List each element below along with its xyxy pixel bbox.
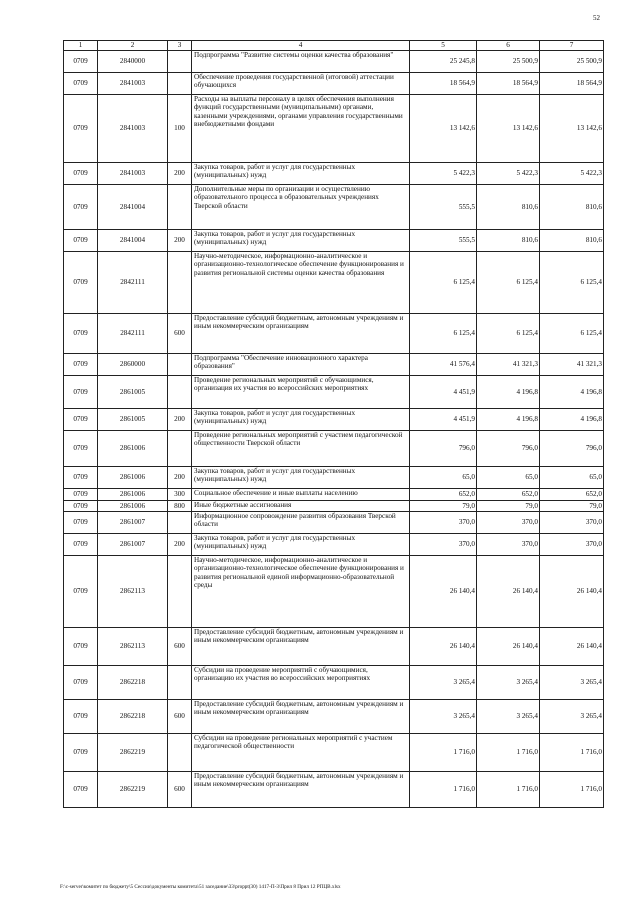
expense-type-cell xyxy=(168,354,192,376)
expense-type-cell: 600 xyxy=(168,628,192,666)
amount-cell: 41 321,3 xyxy=(540,354,604,376)
table-row xyxy=(64,734,604,772)
expense-type-cell: 200 xyxy=(168,230,192,252)
description-cell: Закупка товаров, работ и услуг для государственных (муниципальных) нужд xyxy=(192,534,410,556)
amount-cell: 810,6 xyxy=(477,230,540,252)
description-cell: Научно-методическое, информационно-аналитическое и организационно-технологическое обеспечение функционирования и развития региональной системы оценки качества образования xyxy=(192,252,410,314)
section-code-cell: 0709 xyxy=(64,666,98,700)
section-code-cell: 0709 xyxy=(64,314,98,354)
amount-cell: 6 125,4 xyxy=(477,314,540,354)
section-code-cell: 0709 xyxy=(64,431,98,467)
amount-cell: 810,6 xyxy=(540,230,604,252)
section-code-cell: 0709 xyxy=(64,700,98,734)
table-row xyxy=(64,51,604,73)
amount-cell: 3 265,4 xyxy=(540,666,604,700)
expense-type-cell xyxy=(168,512,192,534)
amount-cell: 18 564,9 xyxy=(477,73,540,95)
amount-cell: 1 716,0 xyxy=(410,734,477,772)
amount-cell: 26 140,4 xyxy=(477,628,540,666)
expense-type-cell: 200 xyxy=(168,467,192,489)
amount-cell: 652,0 xyxy=(410,489,477,501)
header-cell: 2 xyxy=(98,41,168,51)
section-code-cell: 0709 xyxy=(64,230,98,252)
table-body xyxy=(64,51,604,808)
header-cell: 1 xyxy=(64,41,98,51)
table-row xyxy=(64,409,604,431)
expense-type-cell xyxy=(168,73,192,95)
description-cell: Расходы на выплаты персоналу в целях обеспечения выполнения функций государственными (муниципальными) органами, казенными учреждениями, органами управления государственными внебюджетными фондами xyxy=(192,95,410,163)
table-row xyxy=(64,467,604,489)
table-row xyxy=(64,95,604,163)
section-code-cell: 0709 xyxy=(64,734,98,772)
amount-cell: 79,0 xyxy=(410,501,477,512)
expense-type-cell: 200 xyxy=(168,409,192,431)
expense-type-cell: 200 xyxy=(168,163,192,185)
description-cell: Подпрограмма "Развитие системы оценки качества образования" xyxy=(192,51,410,73)
expense-type-cell: 200 xyxy=(168,534,192,556)
amount-cell: 6 125,4 xyxy=(410,252,477,314)
target-code-cell: 2862113 xyxy=(98,556,168,628)
amount-cell: 810,6 xyxy=(540,185,604,230)
expense-type-cell xyxy=(168,252,192,314)
amount-cell: 79,0 xyxy=(540,501,604,512)
section-code-cell: 0709 xyxy=(64,252,98,314)
header-cell: 5 xyxy=(410,41,477,51)
section-code-cell: 0709 xyxy=(64,628,98,666)
amount-cell: 3 265,4 xyxy=(410,700,477,734)
description-cell: Проведение региональных мероприятий с участием педагогической общественности Тверской области xyxy=(192,431,410,467)
header-row xyxy=(64,41,604,51)
amount-cell: 370,0 xyxy=(477,534,540,556)
table-row xyxy=(64,666,604,700)
table-row xyxy=(64,556,604,628)
section-code-cell: 0709 xyxy=(64,534,98,556)
table-row xyxy=(64,772,604,808)
expense-type-cell xyxy=(168,51,192,73)
target-code-cell: 2862218 xyxy=(98,700,168,734)
target-code-cell: 2861005 xyxy=(98,409,168,431)
amount-cell: 796,0 xyxy=(477,431,540,467)
expense-type-cell: 100 xyxy=(168,95,192,163)
section-code-cell: 0709 xyxy=(64,409,98,431)
target-code-cell: 2840000 xyxy=(98,51,168,73)
description-cell: Дополнительные меры по организации и осуществлению образовательного процесса в образовательных учреждениях Тверской области xyxy=(192,185,410,230)
amount-cell: 6 125,4 xyxy=(540,314,604,354)
amount-cell: 6 125,4 xyxy=(410,314,477,354)
amount-cell: 26 140,4 xyxy=(410,628,477,666)
amount-cell: 5 422,3 xyxy=(540,163,604,185)
target-code-cell: 2842111 xyxy=(98,314,168,354)
header-cell: 6 xyxy=(477,41,540,51)
amount-cell: 796,0 xyxy=(540,431,604,467)
amount-cell: 3 265,4 xyxy=(540,700,604,734)
amount-cell: 26 140,4 xyxy=(540,628,604,666)
section-code-cell: 0709 xyxy=(64,467,98,489)
amount-cell: 1 716,0 xyxy=(540,772,604,808)
description-cell: Научно-методическое, информационно-аналитическое и организационно-технологическое обеспечение функционирования и развития региональной единой информационно-образовательной среды xyxy=(192,556,410,628)
amount-cell: 26 140,4 xyxy=(477,556,540,628)
header-cell: 3 xyxy=(168,41,192,51)
description-cell: Предоставление субсидий бюджетным, автономным учреждениям и иным некоммерческим организациям xyxy=(192,700,410,734)
amount-cell: 65,0 xyxy=(477,467,540,489)
expense-type-cell xyxy=(168,666,192,700)
target-code-cell: 2862113 xyxy=(98,628,168,666)
amount-cell: 26 140,4 xyxy=(410,556,477,628)
table-row xyxy=(64,354,604,376)
table-row xyxy=(64,628,604,666)
expense-type-cell xyxy=(168,431,192,467)
target-code-cell: 2860000 xyxy=(98,354,168,376)
target-code-cell: 2862218 xyxy=(98,666,168,700)
table-row xyxy=(64,501,604,512)
amount-cell: 4 451,9 xyxy=(410,376,477,409)
header-cell: 7 xyxy=(540,41,604,51)
table-row xyxy=(64,700,604,734)
amount-cell: 4 196,8 xyxy=(540,376,604,409)
amount-cell: 25 500,9 xyxy=(477,51,540,73)
table-row xyxy=(64,230,604,252)
amount-cell: 13 142,6 xyxy=(410,95,477,163)
budget-table xyxy=(63,40,604,808)
target-code-cell: 2841003 xyxy=(98,73,168,95)
amount-cell: 810,6 xyxy=(477,185,540,230)
description-cell: Предоставление субсидий бюджетным, автономным учреждениям и иным некоммерческим организациям xyxy=(192,772,410,808)
target-code-cell: 2861006 xyxy=(98,431,168,467)
amount-cell: 5 422,3 xyxy=(410,163,477,185)
header-cell: 4 xyxy=(192,41,410,51)
description-cell: Обеспечение проведения государственной (итоговой) аттестации обучающихся xyxy=(192,73,410,95)
table-row xyxy=(64,431,604,467)
section-code-cell: 0709 xyxy=(64,556,98,628)
amount-cell: 65,0 xyxy=(540,467,604,489)
amount-cell: 4 196,8 xyxy=(477,409,540,431)
amount-cell: 6 125,4 xyxy=(477,252,540,314)
amount-cell: 4 451,9 xyxy=(410,409,477,431)
amount-cell: 555,5 xyxy=(410,185,477,230)
expense-type-cell: 300 xyxy=(168,489,192,501)
section-code-cell: 0709 xyxy=(64,501,98,512)
section-code-cell: 0709 xyxy=(64,489,98,501)
section-code-cell: 0709 xyxy=(64,51,98,73)
target-code-cell: 2862219 xyxy=(98,734,168,772)
expense-type-cell: 800 xyxy=(168,501,192,512)
table-row xyxy=(64,534,604,556)
target-code-cell: 2861005 xyxy=(98,376,168,409)
description-cell: Закупка товаров, работ и услуг для государственных (муниципальных) нужд xyxy=(192,163,410,185)
amount-cell: 652,0 xyxy=(540,489,604,501)
amount-cell: 25 245,8 xyxy=(410,51,477,73)
section-code-cell: 0709 xyxy=(64,95,98,163)
page-number: 52 xyxy=(593,14,600,22)
target-code-cell: 2841004 xyxy=(98,185,168,230)
section-code-cell: 0709 xyxy=(64,163,98,185)
amount-cell: 79,0 xyxy=(477,501,540,512)
description-cell: Социальное обеспечение и иные выплаты населению xyxy=(192,489,410,501)
amount-cell: 370,0 xyxy=(477,512,540,534)
table-row xyxy=(64,489,604,501)
target-code-cell: 2841004 xyxy=(98,230,168,252)
description-cell: Субсидии на проведение региональных мероприятий с участием педагогической общественности xyxy=(192,734,410,772)
description-cell: Иные бюджетные ассигнования xyxy=(192,501,410,512)
amount-cell: 370,0 xyxy=(540,534,604,556)
table-row xyxy=(64,73,604,95)
file-path-footer: F:\c-server\комитет по бюджету\5 Сессии\документы комитета\51 заседание\33\proppt(30) 1417-П-3\Прил 8 Прил 12 РПЦВ.xlsx xyxy=(60,884,341,890)
section-code-cell: 0709 xyxy=(64,354,98,376)
amount-cell: 18 564,9 xyxy=(540,73,604,95)
table-row xyxy=(64,314,604,354)
amount-cell: 370,0 xyxy=(540,512,604,534)
section-code-cell: 0709 xyxy=(64,376,98,409)
amount-cell: 5 422,3 xyxy=(477,163,540,185)
amount-cell: 555,5 xyxy=(410,230,477,252)
amount-cell: 4 196,8 xyxy=(540,409,604,431)
expense-type-cell xyxy=(168,376,192,409)
description-cell: Закупка товаров, работ и услуг для государственных (муниципальных) нужд xyxy=(192,467,410,489)
description-cell: Субсидии на проведение мероприятий с обучающимися, организацию их участия во всероссийских мероприятиях xyxy=(192,666,410,700)
expense-type-cell: 600 xyxy=(168,700,192,734)
amount-cell: 3 265,4 xyxy=(477,700,540,734)
target-code-cell: 2842111 xyxy=(98,252,168,314)
target-code-cell: 2841003 xyxy=(98,95,168,163)
amount-cell: 26 140,4 xyxy=(540,556,604,628)
target-code-cell: 2861006 xyxy=(98,467,168,489)
table-row xyxy=(64,376,604,409)
amount-cell: 370,0 xyxy=(410,512,477,534)
amount-cell: 4 196,8 xyxy=(477,376,540,409)
description-cell: Проведение региональных мероприятий с обучающимися, организация их участия во всероссийских мероприятиях xyxy=(192,376,410,409)
target-code-cell: 2841003 xyxy=(98,163,168,185)
amount-cell: 1 716,0 xyxy=(477,734,540,772)
amount-cell: 13 142,6 xyxy=(477,95,540,163)
amount-cell: 25 500,9 xyxy=(540,51,604,73)
amount-cell: 1 716,0 xyxy=(540,734,604,772)
section-code-cell: 0709 xyxy=(64,512,98,534)
table-row xyxy=(64,185,604,230)
expense-type-cell xyxy=(168,556,192,628)
description-cell: Предоставление субсидий бюджетным, автономным учреждениям и иным некоммерческим организациям xyxy=(192,314,410,354)
amount-cell: 3 265,4 xyxy=(477,666,540,700)
description-cell: Закупка товаров, работ и услуг для государственных (муниципальных) нужд xyxy=(192,230,410,252)
amount-cell: 18 564,9 xyxy=(410,73,477,95)
amount-cell: 6 125,4 xyxy=(540,252,604,314)
expense-type-cell: 600 xyxy=(168,772,192,808)
description-cell: Подпрограмма "Обеспечение инновационного характера образования" xyxy=(192,354,410,376)
amount-cell: 3 265,4 xyxy=(410,666,477,700)
amount-cell: 796,0 xyxy=(410,431,477,467)
table-row xyxy=(64,252,604,314)
table-row xyxy=(64,512,604,534)
amount-cell: 13 142,6 xyxy=(540,95,604,163)
target-code-cell: 2861006 xyxy=(98,501,168,512)
section-code-cell: 0709 xyxy=(64,185,98,230)
amount-cell: 41 576,4 xyxy=(410,354,477,376)
description-cell: Закупка товаров, работ и услуг для государственных (муниципальных) нужд xyxy=(192,409,410,431)
expense-type-cell: 600 xyxy=(168,314,192,354)
section-code-cell: 0709 xyxy=(64,772,98,808)
target-code-cell: 2861006 xyxy=(98,489,168,501)
amount-cell: 370,0 xyxy=(410,534,477,556)
description-cell: Предоставление субсидий бюджетным, автономным учреждениям и иным некоммерческим организациям xyxy=(192,628,410,666)
amount-cell: 652,0 xyxy=(477,489,540,501)
table-row xyxy=(64,163,604,185)
target-code-cell: 2861007 xyxy=(98,534,168,556)
amount-cell: 41 321,3 xyxy=(477,354,540,376)
expense-type-cell xyxy=(168,185,192,230)
amount-cell: 1 716,0 xyxy=(410,772,477,808)
amount-cell: 1 716,0 xyxy=(477,772,540,808)
target-code-cell: 2862219 xyxy=(98,772,168,808)
amount-cell: 65,0 xyxy=(410,467,477,489)
description-cell: Информационное сопровождение развития образования Тверской области xyxy=(192,512,410,534)
section-code-cell: 0709 xyxy=(64,73,98,95)
expense-type-cell xyxy=(168,734,192,772)
target-code-cell: 2861007 xyxy=(98,512,168,534)
